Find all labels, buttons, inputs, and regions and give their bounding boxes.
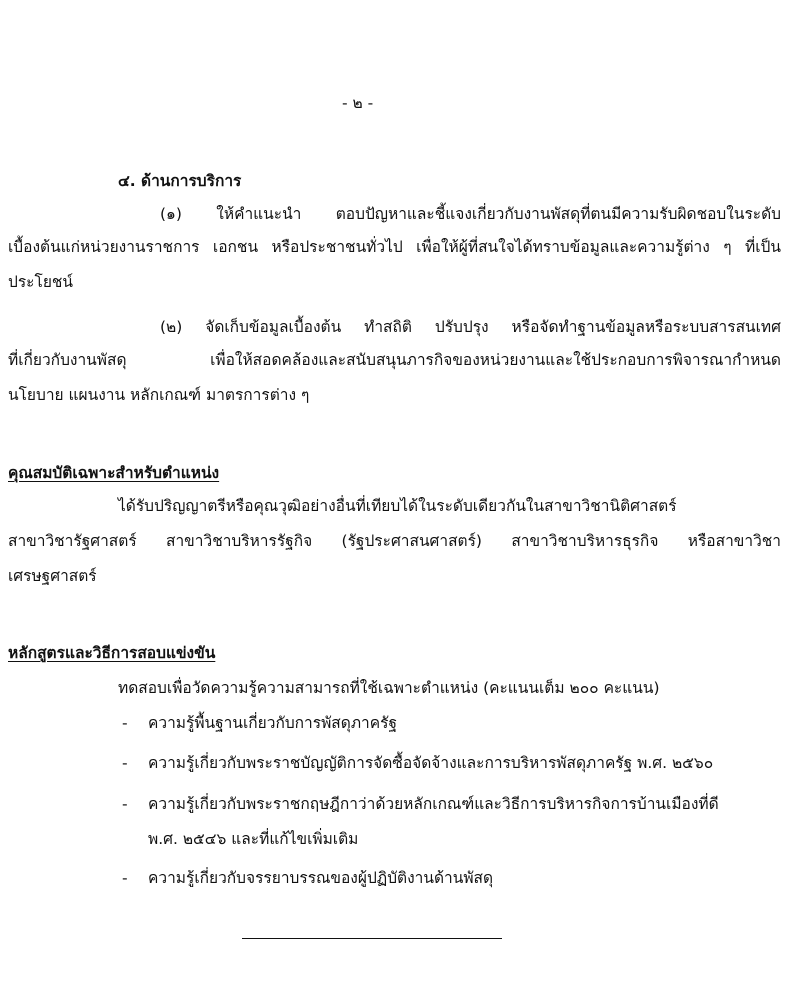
- qualifications-line-3: เศรษฐศาสตร์: [8, 567, 97, 585]
- qualifications-line-1: ได้รับปริญญาตรีหรือคุณวุฒิอย่างอื่นที่เทียบได้ในระดับเดียวกันในสาขาวิชานิติศาสตร์: [118, 497, 677, 515]
- exam-item-3-line-1: ความรู้เกี่ยวกับพระราชกฤษฎีกาว่าด้วยหลักเกณฑ์และวิธีการบริหารกิจการบ้านเมืองที่ดี: [148, 795, 719, 813]
- exam-item-4: ความรู้เกี่ยวกับจรรยาบรรณของผู้ปฏิบัติงานด้านพัสดุ: [148, 869, 494, 887]
- section-4-heading: ๔. ด้านการบริการ: [118, 172, 242, 190]
- exam-item-2: ความรู้เกี่ยวกับพระราชบัญญัติการจัดซื้อจัดจ้างและการบริหารพัสดุภาครัฐ พ.ศ. ๒๕๖๐: [148, 754, 714, 772]
- bullet-dash: -: [122, 754, 128, 772]
- section-4-item-1-line-1: (๑) ให้คำแนะนำ ตอบปัญหาและชี้แจงเกี่ยวกับงานพัสดุที่ตนมีความรับผิดชอบในระดับ: [160, 205, 781, 223]
- section-4-item-2-line-3: นโยบาย แผนงาน หลักเกณฑ์ มาตรการต่าง ๆ: [8, 386, 310, 404]
- bullet-dash: -: [122, 714, 128, 732]
- bullet-dash: -: [122, 795, 128, 813]
- footer-rule: [242, 938, 502, 939]
- section-4-item-2-line-2: ที่เกี่ยวกับงานพัสดุ เพื่อให้สอดคล้องและสนับสนุนภารกิจของหน่วยงานและใช้ประกอบการพิจารณากำหนด: [8, 351, 781, 369]
- exam-heading: หลักสูตรและวิธีการสอบแข่งขัน: [8, 644, 216, 662]
- exam-intro: ทดสอบเพื่อวัดความรู้ความสามารถที่ใช้เฉพาะตำแหน่ง (คะแนนเต็ม ๒๐๐ คะแนน): [118, 679, 660, 697]
- bullet-dash: -: [122, 869, 128, 887]
- section-4-item-2-line-1: (๒) จัดเก็บข้อมูลเบื้องต้น ทำสถิติ ปรับปรุง หรือจัดทำฐานข้อมูลหรือระบบสารสนเทศ: [160, 318, 781, 336]
- section-4-item-1-line-2: เบื้องต้นแก่หน่วยงานราชการ เอกชน หรือประชาชนทั่วไป เพื่อให้ผู้ที่สนใจได้ทราบข้อมูลและความรู้ต่าง ๆ ที่เป็น: [8, 238, 781, 256]
- exam-item-3-line-2: พ.ศ. ๒๕๔๖ และที่แก้ไขเพิ่มเติม: [148, 830, 359, 848]
- section-4-item-1-line-3: ประโยชน์: [8, 273, 74, 291]
- qualifications-line-2: สาขาวิชารัฐศาสตร์ สาขาวิชาบริหารรัฐกิจ (รัฐประศาสนศาสตร์) สาขาวิชาบริหารธุรกิจ หรือสาขาวิชา: [8, 532, 781, 550]
- page-number: - ๒ -: [342, 94, 374, 112]
- exam-item-1: ความรู้พื้นฐานเกี่ยวกับการพัสดุภาครัฐ: [148, 714, 397, 732]
- qualifications-heading: คุณสมบัติเฉพาะสำหรับตำแหน่ง: [8, 464, 220, 482]
